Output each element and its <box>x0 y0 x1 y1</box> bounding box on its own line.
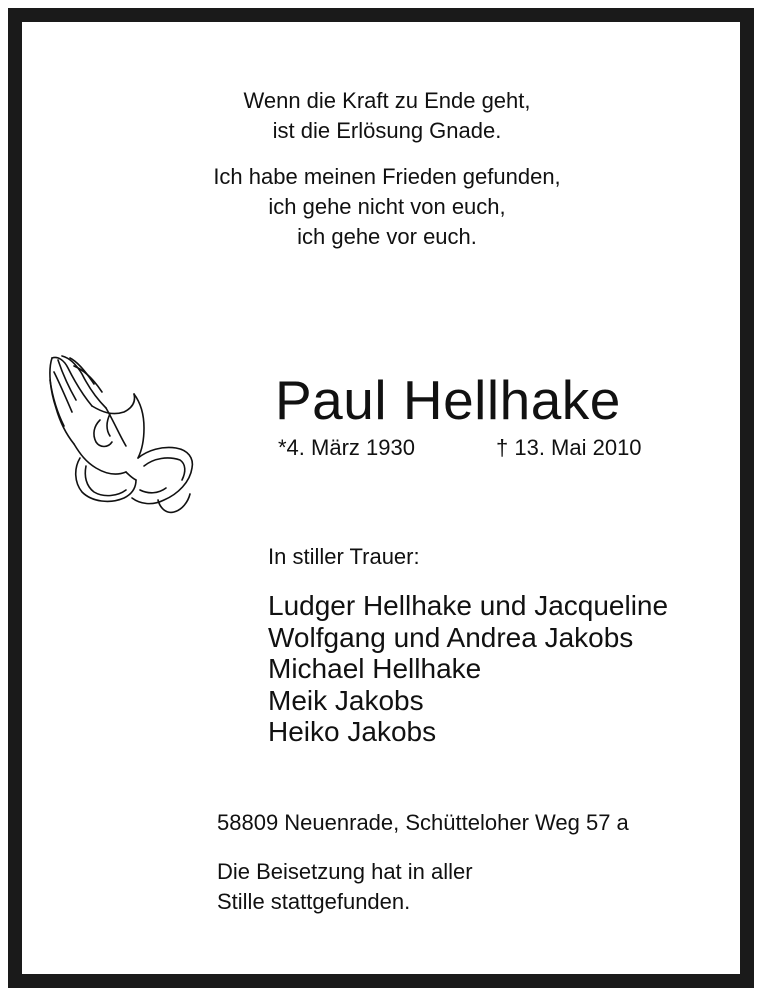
birth-date: *4. März 1930 <box>278 435 415 460</box>
poem-line: ich gehe vor euch. <box>297 224 477 249</box>
deceased-name: Paul Hellhake <box>275 369 621 431</box>
family-member: Michael Hellhake <box>268 653 482 684</box>
mourning-label: In stiller Trauer: <box>268 544 420 569</box>
death-date: † 13. Mai 2010 <box>496 435 642 460</box>
family-member: Heiko Jakobs <box>268 716 437 747</box>
address: 58809 Neuenrade, Schütteloher Weg 57 a <box>217 810 629 835</box>
poem-line: ist die Erlösung Gnade. <box>272 118 502 143</box>
burial-note <box>217 857 473 917</box>
poem-stanza-2 <box>0 162 774 252</box>
burial-note-line: Die Beisetzung hat in aller <box>217 859 473 884</box>
family-member: Wolfgang und Andrea Jakobs <box>268 621 634 653</box>
family-list <box>268 590 668 748</box>
poem-line: Wenn die Kraft zu Ende geht, <box>243 88 531 113</box>
poem-stanza-1 <box>0 86 774 146</box>
praying-hands-icon <box>40 350 200 520</box>
poem-line: Ich habe meinen Frieden gefunden, <box>213 164 561 189</box>
poem-line: ich gehe nicht von euch, <box>268 194 506 219</box>
family-member: Meik Jakobs <box>268 684 424 716</box>
burial-note-line: Stille stattgefunden. <box>217 889 411 914</box>
family-member: Ludger Hellhake und Jacqueline <box>268 590 669 621</box>
